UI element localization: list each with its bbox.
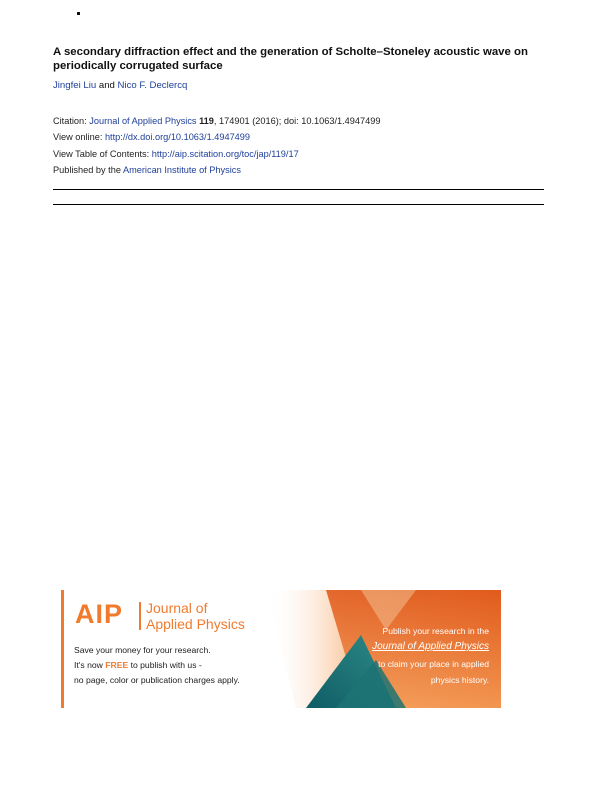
divider-bottom: [53, 204, 544, 205]
view-toc-label: View Table of Contents:: [53, 149, 152, 159]
view-online-label: View online:: [53, 132, 105, 142]
citation-line: [53, 115, 380, 127]
view-online-line: [53, 131, 250, 143]
ad-journal-line2: Applied Physics: [146, 616, 245, 632]
ad-free-label: FREE: [105, 660, 129, 670]
authors-line: [53, 80, 187, 92]
citation-rest: , 174901 (2016); doi: 10.1063/1.4947499: [213, 116, 381, 126]
published-by-line: [53, 164, 241, 176]
article-title: A secondary diffraction effect and the generation of Scholte–Stoneley acoustic wave on periodically corrugated surface: [53, 46, 528, 72]
marker-dot: [77, 12, 80, 15]
doi-link[interactable]: http://dx.doi.org/10.1063/1.4947499: [104, 132, 251, 142]
volume-number: 119: [199, 116, 214, 126]
aip-logo: AIP: [75, 599, 124, 629]
ad-right-line4: physics history.: [430, 675, 489, 685]
ad-text-line2-pre: It's now: [74, 660, 106, 670]
divider-top: [53, 189, 544, 190]
journal-advertisement-banner[interactable]: [61, 590, 501, 708]
ad-text-line2-post: to publish with us -: [128, 660, 202, 670]
journal-link[interactable]: Journal of Applied Physics: [89, 116, 197, 126]
ad-right-line3: to claim your place in applied: [378, 659, 489, 669]
author-link-declercq[interactable]: Nico F. Declercq: [117, 80, 188, 91]
ad-right-line1: Publish your research in the: [382, 626, 489, 636]
toc-link[interactable]: http://aip.scitation.org/toc/jap/119/17: [151, 149, 299, 159]
ad-journal-line1: Journal of: [146, 600, 208, 616]
ad-journal-name: [146, 600, 245, 632]
ad-text-line3: no page, color or publication charges apply.: [74, 675, 240, 685]
citation-label: Citation:: [53, 116, 90, 126]
published-label: Published by the: [53, 165, 123, 175]
authors-conjunction: and: [96, 80, 118, 91]
ad-right-journal: Journal of Applied Physics: [372, 641, 489, 652]
ad-text-line1: Save your money for your research.: [74, 645, 211, 655]
ad-text-line2: [74, 660, 202, 670]
view-toc-line: [53, 148, 299, 160]
author-link-liu[interactable]: Jingfei Liu: [53, 80, 97, 91]
publisher-link[interactable]: American Institute of Physics: [122, 165, 241, 175]
logo-separator: [139, 602, 141, 630]
ad-accent-bar: [61, 590, 64, 708]
